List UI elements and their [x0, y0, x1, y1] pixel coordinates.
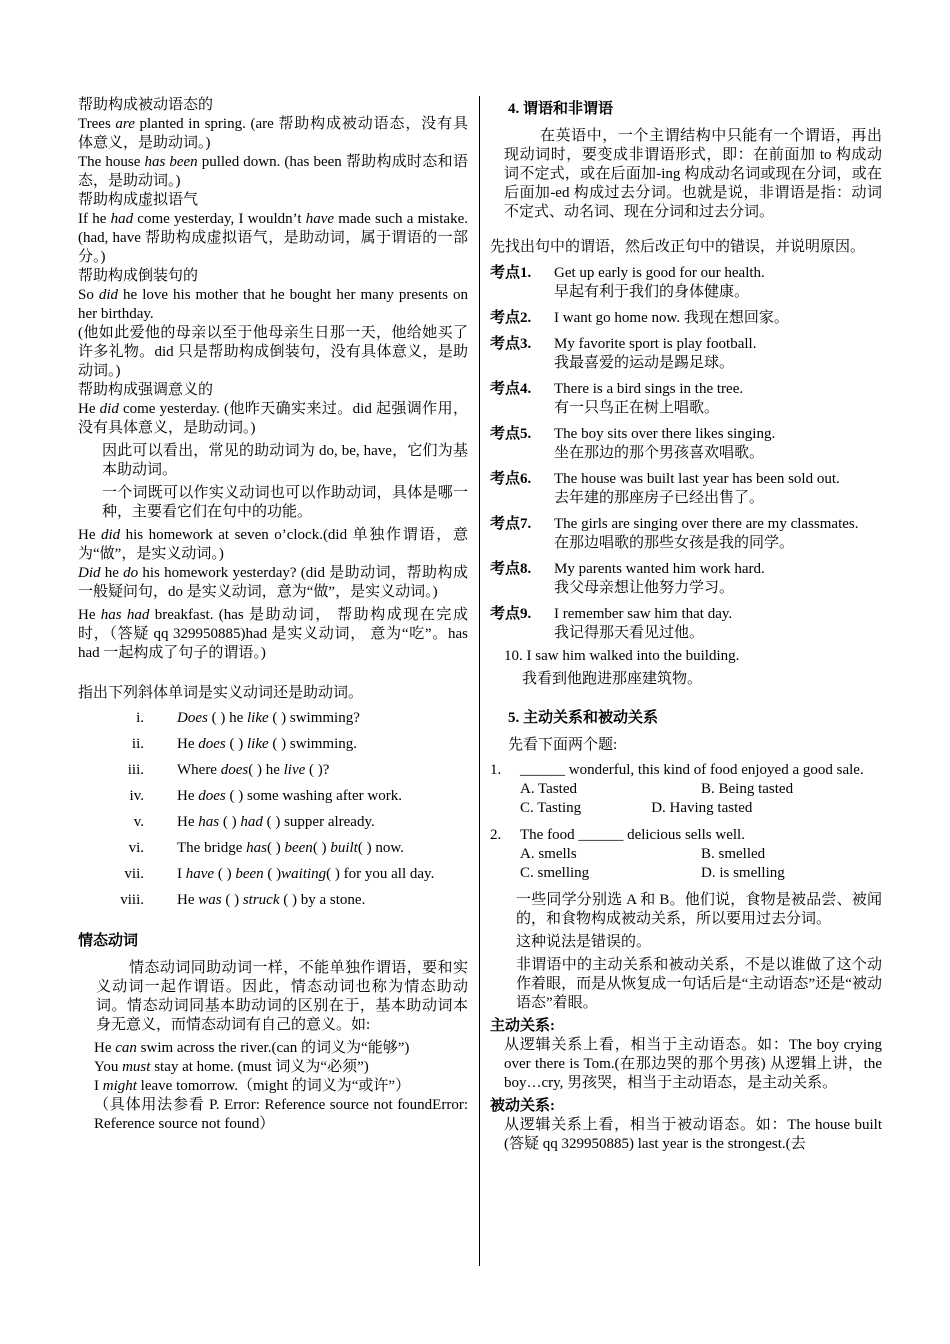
- q2-option-d: D. is smelling: [701, 865, 785, 881]
- exercise-number: i.: [136, 710, 144, 726]
- kaodian-translation: 去年建的那座房子已经出售了。: [554, 490, 765, 506]
- exercise-number: viii.: [120, 892, 144, 908]
- exercise-number: ii.: [131, 736, 144, 752]
- kaodian-label: 考点3.: [490, 336, 532, 352]
- exercise-sentence: He does ( ) like ( ) swimming.: [177, 736, 357, 752]
- kaodian-label: 考点2.: [490, 310, 532, 326]
- example-emphasis: He did come yesterday. (他昨天确实来过。did 起强调作用，没有具体意义，是助动词。): [78, 401, 468, 436]
- question-2: 2. The food ______ delicious sells well. A. smells B. smelled C. smelling D. is smelling: [490, 826, 882, 883]
- kaodian-translation: 我最喜爱的运动是踢足球。: [554, 355, 735, 371]
- exercise-item: [78, 839, 468, 858]
- q2-option-c: C. smelling: [520, 865, 590, 881]
- exercise-number: vi.: [128, 840, 144, 856]
- kaodian-item: [490, 335, 882, 373]
- exercise-sentence: He has ( ) had ( ) supper already.: [177, 814, 375, 830]
- question-1-text: ______ wonderful, this kind of food enjoyed a good sale.: [520, 762, 864, 778]
- section-4-task: 先找出句中的谓语，然后改正句中的错误，并说明原因。: [490, 239, 866, 255]
- kaodian-translation: 早起有利于我们的身体健康。: [554, 284, 750, 300]
- right-column: [490, 96, 882, 1154]
- reference-note: （具体用法参看 P. Error: Reference source not foundError: Reference source not found）: [94, 1097, 468, 1132]
- q1-option-a: A. Tasted: [520, 781, 577, 797]
- modal-verbs-heading: 情态动词: [78, 933, 139, 949]
- summary-paragraph: 因此可以看出，常见的助动词为 do, be, have，它们为基本助动词。: [102, 443, 468, 478]
- exercise-item: [78, 813, 468, 832]
- emphasis-heading: 帮助构成强调意义的: [78, 382, 214, 398]
- example-did-question: Did he do his homework yesterday? (did 是助动词，帮助构成一般疑问句，do 是实义动词，意为“做”，是实义动词。): [78, 565, 468, 600]
- active-relation-paragraph: 从逻辑关系上看，相当于主动语态。如：The boy crying over there is Tom.(在那边哭的那个男孩) 从逻辑上讲，the boy…cry, 男孩哭，相当于主动语态，是主动关系。: [504, 1037, 882, 1091]
- kaodian-sentence: My favorite sport is play football.: [554, 336, 757, 352]
- kaodian-item: [490, 309, 882, 328]
- kaodian-label: 考点1.: [490, 265, 532, 281]
- function-paragraph: 一个词既可以作实义动词也可以作助动词，具体是哪一种，主要看它们在句中的功能。: [102, 485, 468, 520]
- section-5-wrong-note: 这种说法是错误的。: [516, 934, 652, 950]
- kaodian-item: [490, 515, 882, 553]
- question-1-options: [520, 780, 882, 818]
- kaodian-10-zh: 我看到他跑进那座建筑物。: [522, 671, 703, 687]
- exercise-item: [78, 891, 468, 910]
- kaodian-translation: 坐在那边的那个男孩喜欢唱歌。: [554, 445, 765, 461]
- kaodian-sentence: The girls are singing over there are my classmates.: [554, 516, 859, 532]
- kaodian-translation: 我记得那天看见过他。: [554, 625, 705, 641]
- kaodian-label: 考点5.: [490, 426, 532, 442]
- section-4-paragraph: 在英语中，一个主谓结构中只能有一个谓语，再出现动词时，要变成非谓语形式，即：在前面加 to 构成动词不定式，或在后面加-ing 构成动名词或现在分词，或在后面加-ed 构成过去分词。也就是说，非谓语是指：动词不定式、动名词、现在分词和过去分词。: [504, 128, 882, 220]
- kaodian-item: [490, 264, 882, 302]
- exercise-item: [78, 787, 468, 806]
- kaodian-sentence: Get up early is good for our health.: [554, 265, 765, 281]
- exercise-sentence: He was ( ) struck ( ) by a stone.: [177, 892, 366, 908]
- modal-example-must: You must stay at home. (must 词义为“必须”): [94, 1059, 369, 1075]
- inversion-heading: 帮助构成倒装句的: [78, 268, 199, 284]
- modal-verbs-paragraph: 情态动词同助动词一样，不能单独作谓语，要和实义动词一起作谓语。因此，情态动词也称为情态助动词。情态动词同基本助动词的区别在于，基本助动词本身无意义，而情态动词有自己的意义。如:: [96, 960, 468, 1033]
- q1-option-d: D. Having tasted: [651, 800, 753, 816]
- example-passive: Trees are planted in spring. (are 帮助构成被动语态，没有具体意义，是助动词。): [78, 116, 468, 151]
- kaodian-label: 考点8.: [490, 561, 532, 577]
- section-5-rule: 非谓语中的主动关系和被动关系，不是以谁做了这个动作着眼，而是从恢复成一句话后是“主动语态”还是“被动语态”着眼。: [516, 957, 882, 1011]
- section-4-heading: 4. 谓语和非谓语: [508, 101, 614, 117]
- exercise-list: [78, 709, 468, 910]
- question-2-text: The food ______ delicious sells well.: [520, 827, 745, 843]
- example-inversion: So did he love his mother that he bought her many presents on her birthday.: [78, 287, 468, 322]
- left-column: [78, 96, 468, 1134]
- example-tense-voice: The house has been pulled down. (has been 帮助构成时态和语态，是助动词。): [78, 154, 468, 189]
- kaodian-label: 考点7.: [490, 516, 532, 532]
- passive-voice-heading: 帮助构成被动语态的: [78, 97, 214, 113]
- exercise-item: [78, 735, 468, 754]
- kaodian-label: 考点9.: [490, 606, 532, 622]
- example-has-had: He has had breakfast. (has 是助动词， 帮助构成现在完成时，（答疑 qq 329950885)had 是实义动词， 意为“吃”。has had 一起构成了句子的谓语。): [78, 607, 468, 661]
- kaodian-translation: 我父母亲想让他努力学习。: [554, 580, 735, 596]
- q1-option-c: C. Tasting: [520, 800, 582, 816]
- kaodian-item: [490, 380, 882, 418]
- passive-relation-paragraph: 从逻辑关系上看，相当于被动语态。如：The house built (答疑 qq 329950885) last year is the strongest.(去: [504, 1117, 882, 1152]
- exercise-number: iii.: [127, 762, 144, 778]
- exercise-number: vii.: [124, 866, 144, 882]
- kaodian-label: 考点4.: [490, 381, 532, 397]
- exercise-heading: 指出下列斜体单词是实义动词还是助动词。: [78, 685, 364, 701]
- question-2-options: [520, 845, 882, 883]
- subjunctive-heading: 帮助构成虚拟语气: [78, 192, 199, 208]
- kaodian-label: 考点6.: [490, 471, 532, 487]
- q2-option-a: A. smells: [520, 846, 577, 862]
- exercise-item: [78, 865, 468, 884]
- exercise-number: v.: [133, 814, 144, 830]
- q1-option-b: B. Being tasted: [701, 781, 794, 797]
- active-relation-heading: 主动关系:: [490, 1018, 555, 1034]
- exercise-sentence: He does ( ) some washing after work.: [177, 788, 402, 804]
- kaodian-sentence: The boy sits over there likes singing.: [554, 426, 776, 442]
- kaodian-sentence: I want go home now. 我现在想回家。: [554, 310, 789, 326]
- section-5-heading: 5. 主动关系和被动关系: [508, 710, 659, 726]
- example-did-homework: He did his homework at seven o’clock.(did 单独作谓语，意为“做”，是实义动词。): [78, 527, 468, 562]
- exercise-item: [78, 709, 468, 728]
- exercise-sentence: Does ( ) he like ( ) swimming?: [177, 710, 360, 726]
- exercise-sentence: Where does( ) he live ( )?: [177, 762, 330, 778]
- example-subjunctive: If he had come yesterday, I wouldn’t have made such a mistake.(had, have 帮助构成虚拟语气，是助动词，属于谓语的一部分。): [78, 211, 468, 265]
- kaodian-sentence: I remember saw him that day.: [554, 606, 733, 622]
- modal-example-can: He can swim across the river.(can 的词义为“能够”): [94, 1040, 410, 1056]
- kaodian-item: [490, 605, 882, 643]
- modal-example-might: I might leave tomorrow.（might 的词义为“或许”）: [94, 1078, 411, 1094]
- exercise-sentence: I have ( ) been ( )waiting( ) for you all day.: [177, 866, 435, 882]
- exercise-number: iv.: [129, 788, 144, 804]
- question-1: 1. ______ wonderful, this kind of food enjoyed a good sale. A. Tasted B. Being tasted C. Tasting D. Having tasted: [490, 761, 882, 818]
- passive-relation-heading: 被动关系:: [490, 1098, 555, 1114]
- kaodian-sentence: The house was built last year has been sold out.: [554, 471, 840, 487]
- kaodian-translation: 在那边唱歌的那些女孩是我的同学。: [554, 535, 795, 551]
- q2-option-b: B. smelled: [701, 846, 766, 862]
- kaodian-item: [490, 560, 882, 598]
- exercise-sentence: The bridge has( ) been( ) built( ) now.: [177, 840, 404, 856]
- kaodian-sentence: There is a bird sings in the tree.: [554, 381, 744, 397]
- inversion-note: (他如此爱他的母亲以至于他母亲生日那一天，他给她买了许多礼物。did 只是帮助构成倒装句，没有具体意义，是助动词。): [78, 325, 468, 379]
- section-5-intro: 先看下面两个题:: [508, 737, 618, 753]
- exercise-item: [78, 761, 468, 780]
- kaodian-translation: 有一只鸟正在树上唱歌。: [554, 400, 720, 416]
- section-5-explanation: 一些同学分别选 A 和 B。他们说，食物是被品尝、被闻的，和食物构成被动关系，所以要用过去分词。: [516, 892, 882, 927]
- kaodian-item: [490, 470, 882, 508]
- kaodian-list: [490, 264, 882, 643]
- kaodian-10-en: 10. I saw him walked into the building.: [504, 648, 740, 664]
- kaodian-item: [490, 425, 882, 463]
- column-divider: [479, 96, 480, 1266]
- kaodian-sentence: My parents wanted him work hard.: [554, 561, 765, 577]
